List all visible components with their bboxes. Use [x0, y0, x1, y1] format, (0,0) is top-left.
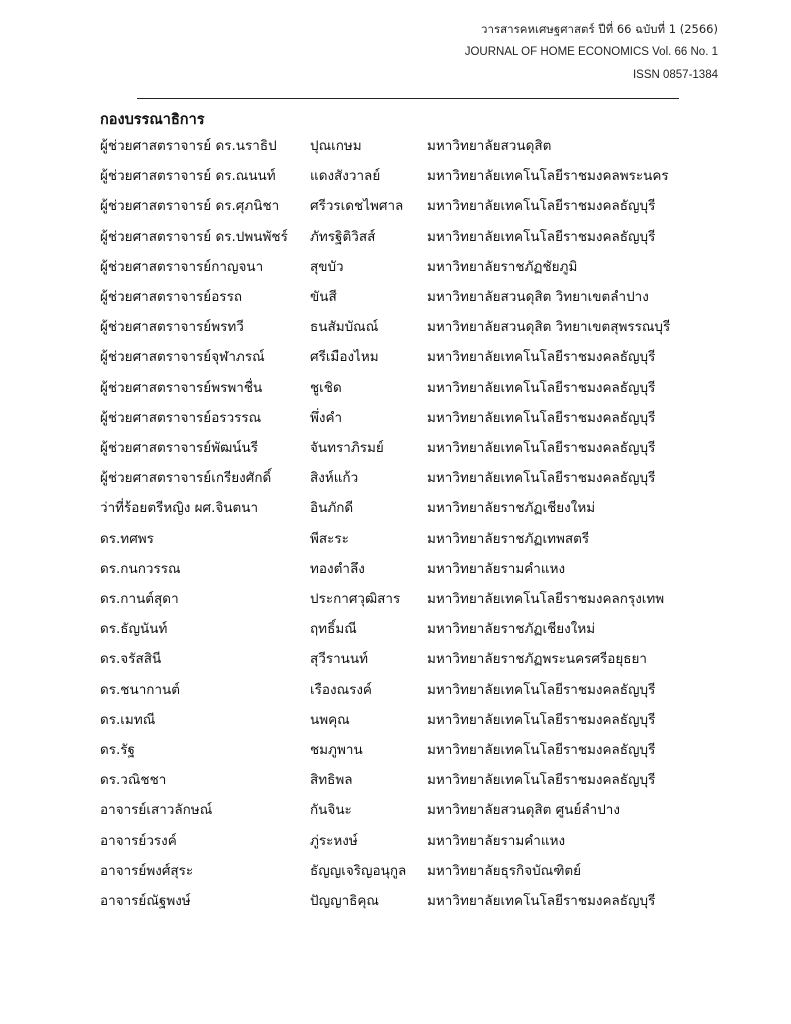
member-affiliation: มหาวิทยาลัยเทคโนโลยีราชมงคลธัญบุรี [427, 711, 656, 728]
member-name: ดร.ธัญนันท์ [100, 621, 168, 638]
member-affiliation: มหาวิทยาลัยสวนดุสิต [427, 138, 552, 154]
journal-title-thai: วารสารคหเศษฐศาสตร์ ปีที่ 66 ฉบับที่ 1 (2566) [481, 22, 718, 36]
member-name: ดร.กานต์สุดา [100, 591, 179, 607]
member-affiliation: มหาวิทยาลัยสวนดุสิต วิทยาเขตลำปาง [427, 289, 649, 305]
member-name: ผู้ช่วยศาสตราจารย์ ดร.ณนนท์ [100, 168, 276, 185]
member-name: ผู้ช่วยศาสตราจารย์ ดร.ศุภนิชา [100, 198, 280, 215]
member-surname: จันทราภิรมย์ [310, 440, 384, 456]
member-surname: สิงห์แก้ว [310, 470, 359, 487]
member-affiliation: มหาวิทยาลัยสวนดุสิต วิทยาเขตสุพรรณบุรี [427, 319, 671, 336]
member-name: ผู้ช่วยศาสตราจารย์พรทวี [100, 319, 244, 336]
member-affiliation: มหาวิทยาลัยเทคโนโลยีราชมงคลกรุงเทพ [427, 591, 665, 607]
member-name: ผู้ช่วยศาสตราจารย์อรวรรณ [100, 409, 262, 426]
member-name: ผู้ช่วยศาสตราจารย์พัฒน์นรี [100, 440, 259, 456]
member-affiliation: มหาวิทยาลัยราชภัฏเชียงใหม่ [427, 500, 596, 517]
journal-title-english: JOURNAL OF HOME ECONOMICS Vol. 66 No. 1 [464, 46, 718, 58]
member-name: ผู้ช่วยศาสตราจารย์พรพาชื่น [100, 379, 263, 396]
member-affiliation: มหาวิทยาลัยเทคโนโลยีราชมงคลธัญบุรี [427, 198, 656, 215]
member-name: ดร.รัฐ [100, 742, 136, 758]
member-name: ผู้ช่วยศาสตราจารย์กาญจนา [100, 258, 264, 275]
member-surname: อินภักดี [310, 500, 354, 517]
member-affiliation: มหาวิทยาลัยราชภัฏเทพสตรี [427, 530, 590, 547]
member-name: ผู้ช่วยศาสตราจารย์อรรถ [100, 289, 242, 305]
member-affiliation: มหาวิทยาลัยรามคำแหง [427, 560, 566, 577]
member-affiliation: มหาวิทยาลัยเทคโนโลยีราชมงคลธัญบุรี [427, 440, 656, 456]
member-surname: กันจินะ [310, 802, 352, 819]
member-surname: ชมภูพาน [310, 742, 363, 758]
member-affiliation: มหาวิทยาลัยราชภัฏชัยภูมิ [427, 258, 578, 275]
member-name: อาจารย์พงศ์สุระ [100, 862, 194, 879]
member-name: ผู้ช่วยศาสตราจารย์เกรียงศักดิ์ [100, 470, 272, 487]
member-affiliation: มหาวิทยาลัยเทคโนโลยีราชมงคลพระนคร [427, 168, 669, 185]
member-affiliation: มหาวิทยาลัยเทคโนโลยีราชมงคลธัญบุรี [427, 409, 656, 426]
member-surname: ภัทรฐิติวิสส์ [310, 228, 376, 245]
journal-header [465, 18, 718, 87]
member-affiliation: มหาวิทยาลัยเทคโนโลยีราชมงคลธัญบุรี [427, 379, 656, 396]
member-surname: ปุณเกษม [310, 138, 362, 154]
member-surname: ศรีวรเดชไพศาล [310, 198, 404, 215]
member-name: ดร.กนกวรรณ [100, 560, 181, 577]
header-divider [137, 98, 679, 99]
member-surname: ปัญญาธิคุณ [310, 893, 379, 909]
member-name: อาจารย์เสาวลักษณ์ [100, 802, 213, 819]
member-surname: สุวีรานนท์ [310, 651, 369, 668]
member-affiliation: มหาวิทยาลัยเทคโนโลยีราชมงคลธัญบุรี [427, 893, 656, 909]
member-affiliation: มหาวิทยาลัยราชภัฏเชียงใหม่ [427, 621, 596, 638]
member-surname: ศรีเมืองไหม [310, 349, 379, 366]
member-affiliation: มหาวิทยาลัยเทคโนโลยีราชมงคลธัญบุรี [427, 349, 656, 366]
member-name: ดร.ทศพร [100, 530, 154, 547]
member-affiliation: มหาวิทยาลัยเทคโนโลยีราชมงคลธัญบุรี [427, 742, 656, 758]
member-surname: ประกาศวุฒิสาร [310, 591, 401, 607]
member-name: ผู้ช่วยศาสตราจารย์ ดร.นราธิป [100, 138, 277, 154]
member-surname: นพคุณ [310, 711, 350, 728]
member-surname: ชูเชิด [310, 379, 342, 396]
member-surname: สิทธิพล [310, 772, 353, 789]
member-affiliation: มหาวิทยาลัยเทคโนโลยีราชมงคลธัญบุรี [427, 470, 656, 487]
member-surname: แดงสังวาลย์ [310, 168, 381, 185]
member-name: อาจารย์ณัฐพงษ์ [100, 893, 191, 909]
member-surname: ทองตำลึง [310, 560, 365, 577]
member-affiliation: มหาวิทยาลัยรามคำแหง [427, 832, 566, 849]
member-name: อาจารย์วรงค์ [100, 832, 177, 849]
member-surname: เรืองณรงค์ [310, 681, 372, 698]
member-surname: ธนสัมบัณณ์ [310, 319, 379, 336]
member-affiliation: มหาวิทยาลัยเทคโนโลยีราชมงคลธัญบุรี [427, 681, 656, 698]
member-affiliation: มหาวิทยาลัยเทคโนโลยีราชมงคลธัญบุรี [427, 772, 656, 789]
member-surname: ฤทธิ์มณี [310, 621, 357, 638]
member-surname: พึ่งคำ [310, 409, 343, 426]
member-affiliation: มหาวิทยาลัยราชภัฏพระนครศรีอยุธยา [427, 651, 647, 668]
issn-label: ISSN 0857-1384 [632, 69, 718, 81]
member-name: ผู้ช่วยศาสตราจารย์จุฬาภรณ์ [100, 349, 265, 366]
member-affiliation: มหาวิทยาลัยสวนดุสิต ศูนย์ลำปาง [427, 802, 620, 819]
member-name: ดร.เมทณี [100, 711, 156, 728]
member-surname: ขันสี [310, 289, 337, 305]
member-affiliation: มหาวิทยาลัยเทคโนโลยีราชมงคลธัญบุรี [427, 228, 656, 245]
member-affiliation: มหาวิทยาลัยธุรกิจบัณฑิตย์ [427, 862, 582, 879]
member-name: ดร.วณิชชา [100, 772, 167, 789]
member-surname: พีสะระ [310, 530, 349, 547]
member-surname: ธัญญเจริญอนุกูล [310, 862, 407, 879]
member-name: ดร.ชนากานต์ [100, 681, 181, 698]
member-surname: ภู่ระหงษ์ [310, 832, 358, 849]
member-name: ดร.จรัสสินี [100, 651, 162, 668]
member-name: ผู้ช่วยศาสตราจารย์ ดร.ปพนพัชร์ [100, 228, 288, 245]
section-title: กองบรรณาธิการ [100, 112, 205, 128]
member-name: ว่าที่ร้อยตรีหญิง ผศ.จินตนา [100, 500, 259, 517]
member-surname: สุขบัว [310, 258, 344, 275]
